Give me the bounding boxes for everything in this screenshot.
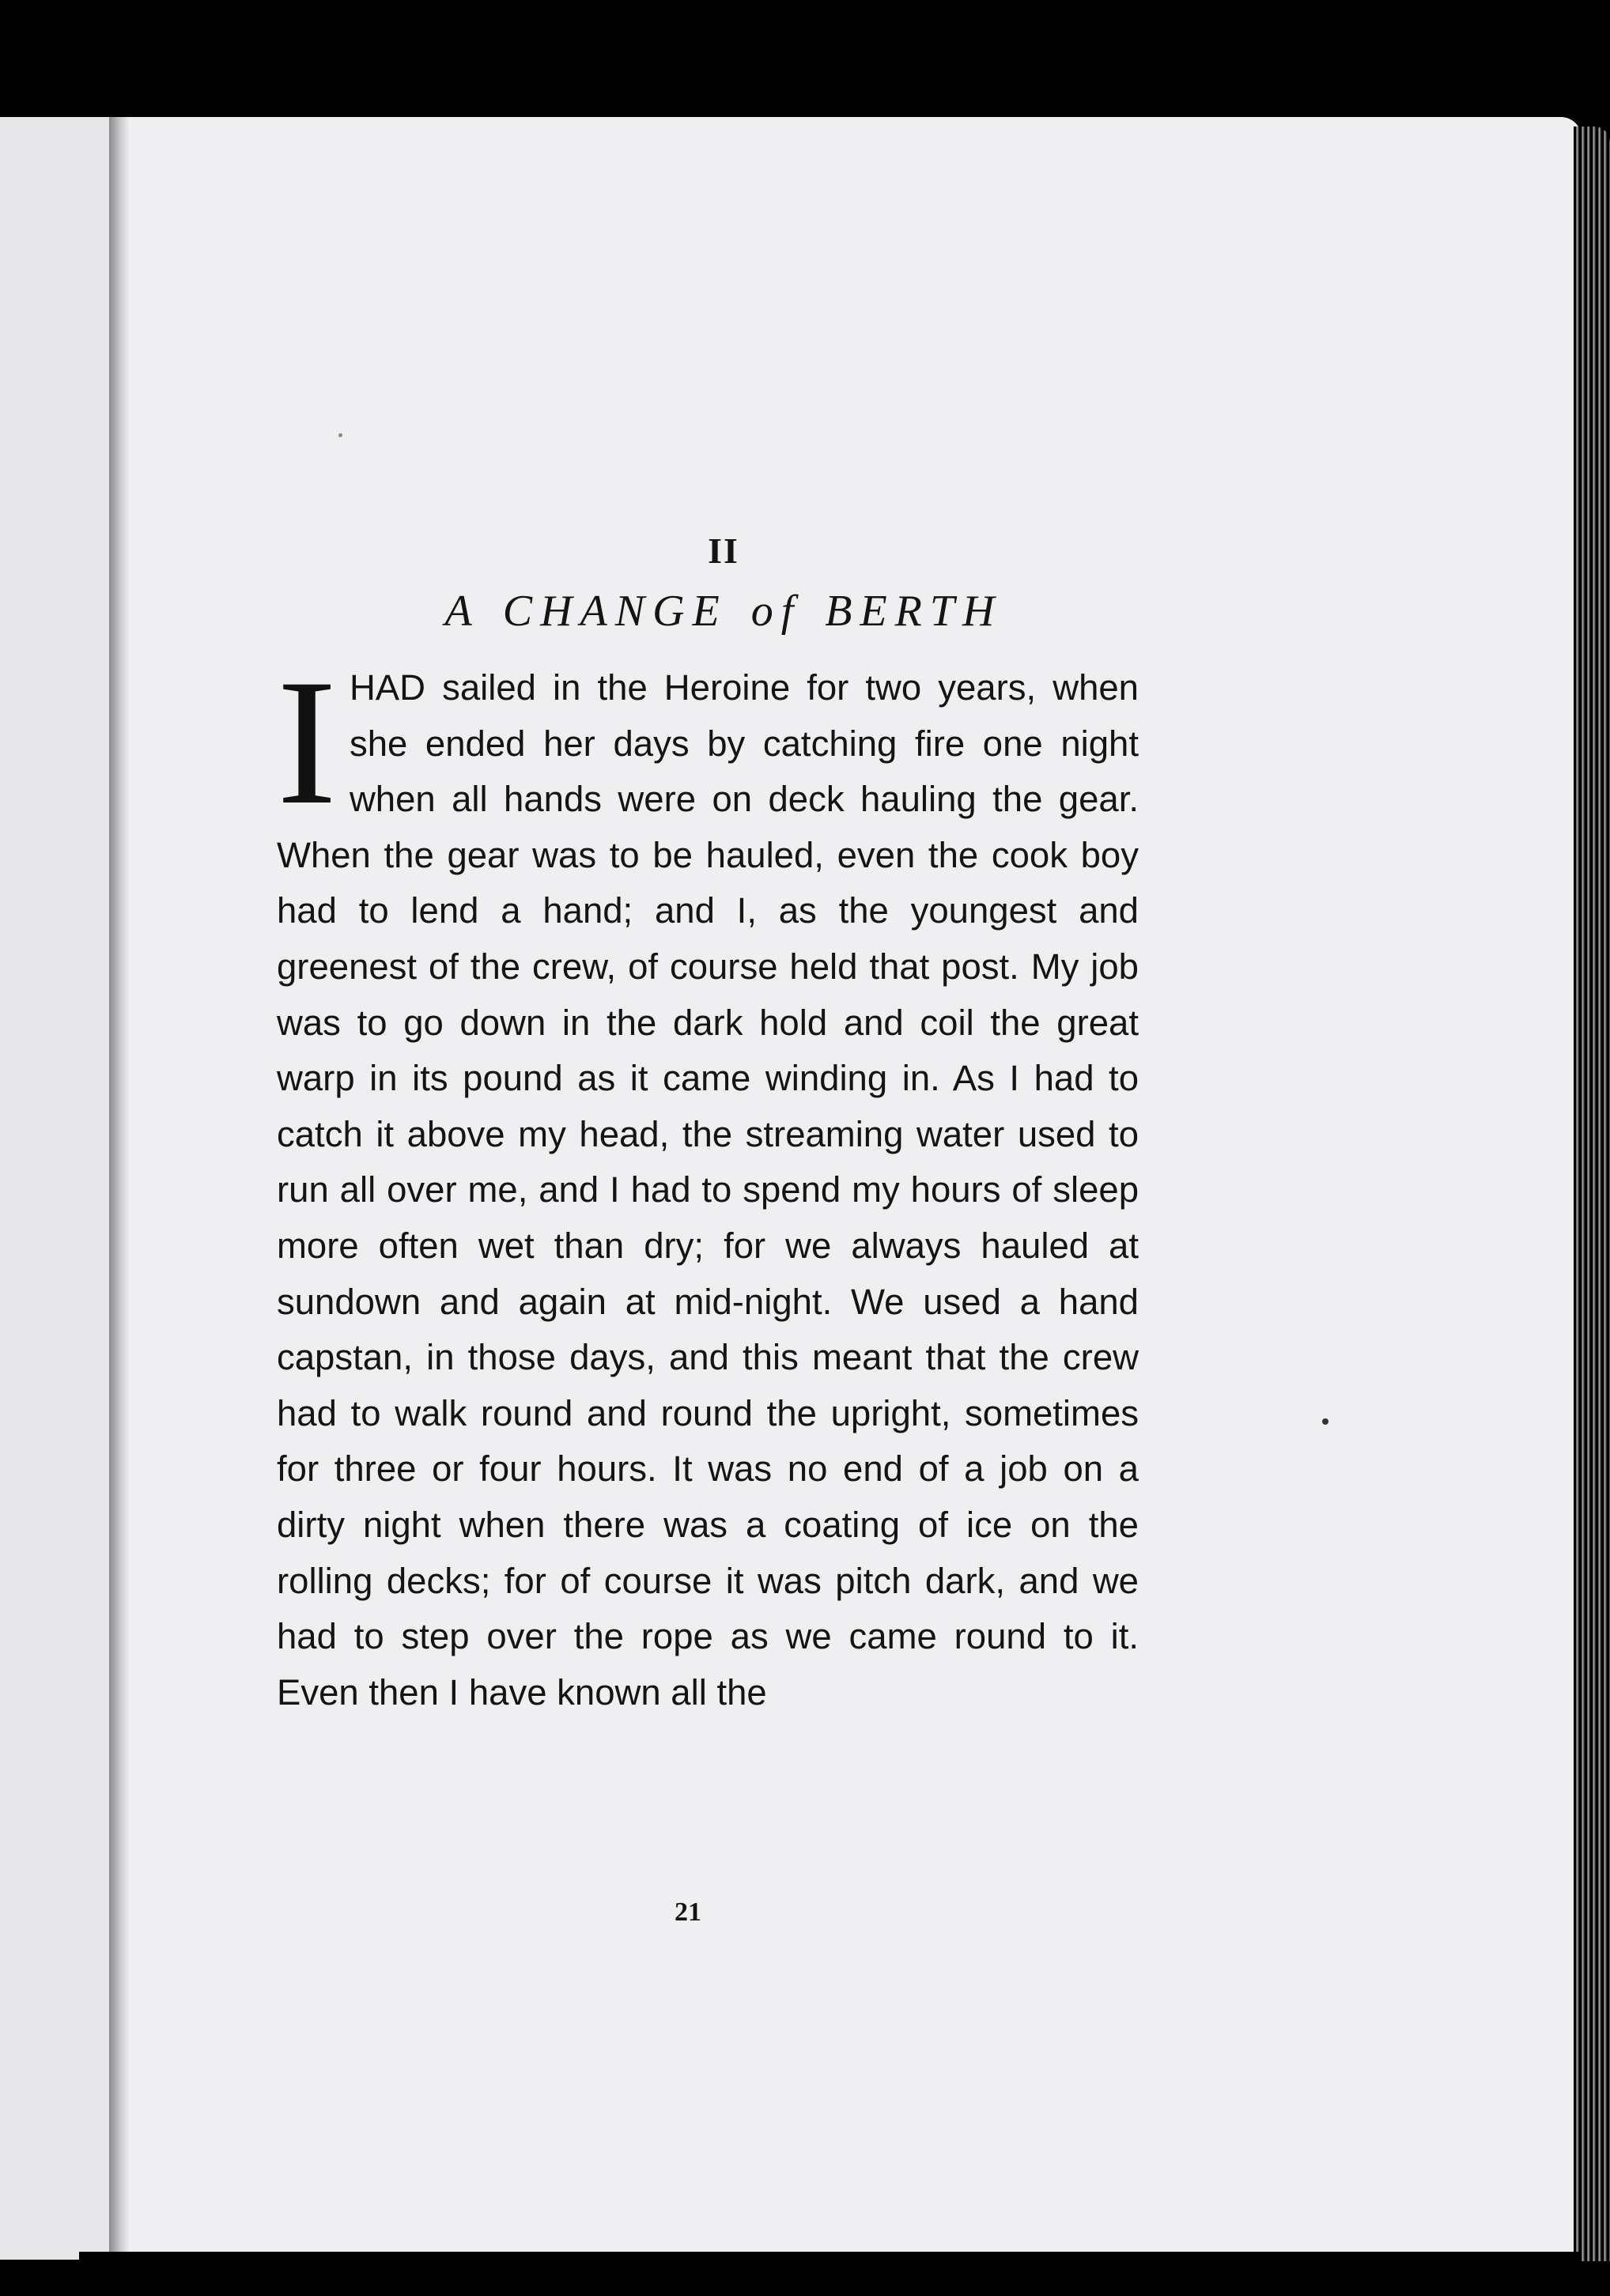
ink-speck xyxy=(338,433,342,437)
page-number: 21 xyxy=(675,1898,701,1927)
chapter-title: A CHANGE of BERTH xyxy=(444,587,1003,636)
page-stack-edge xyxy=(1574,127,1610,2261)
bottom-border xyxy=(79,2252,1582,2296)
chapter-number: II xyxy=(708,531,739,571)
body-paragraph: HAD sailed in the Heroine for two years, when she ended her days by catching fire one night when all hands were on deck hauling the gear. When the gear was to be hauled, even the cook boy had to lend a hand; and I, as the youngest and greenest of the crew, of course held that post. My job was to go down in the dark hold and coil the great warp in its pound as it came winding in. As I had to catch it above my head, the streaming water used to run all over me, and I had to spend my hours of sleep more often wet than dry; for we always hauled at sundown and again at mid-night. We used a hand capstan, in those days, and this meant that the crew had to walk round and round the upright, sometimes for three or four hours. It was no end of a job on a dirty night when there was a coating of ice on the rolling decks; for of course it was pitch dark, and we had to step over the rope as we came round to it. Even then I have known all the xyxy=(277,667,1139,1713)
ink-speck xyxy=(1322,1418,1328,1425)
facing-page-edge xyxy=(0,117,119,2260)
chapter-content xyxy=(277,530,1139,1720)
chapter-body xyxy=(277,643,1139,1720)
gutter-shadow xyxy=(109,117,130,2260)
drop-cap: I xyxy=(277,643,337,842)
